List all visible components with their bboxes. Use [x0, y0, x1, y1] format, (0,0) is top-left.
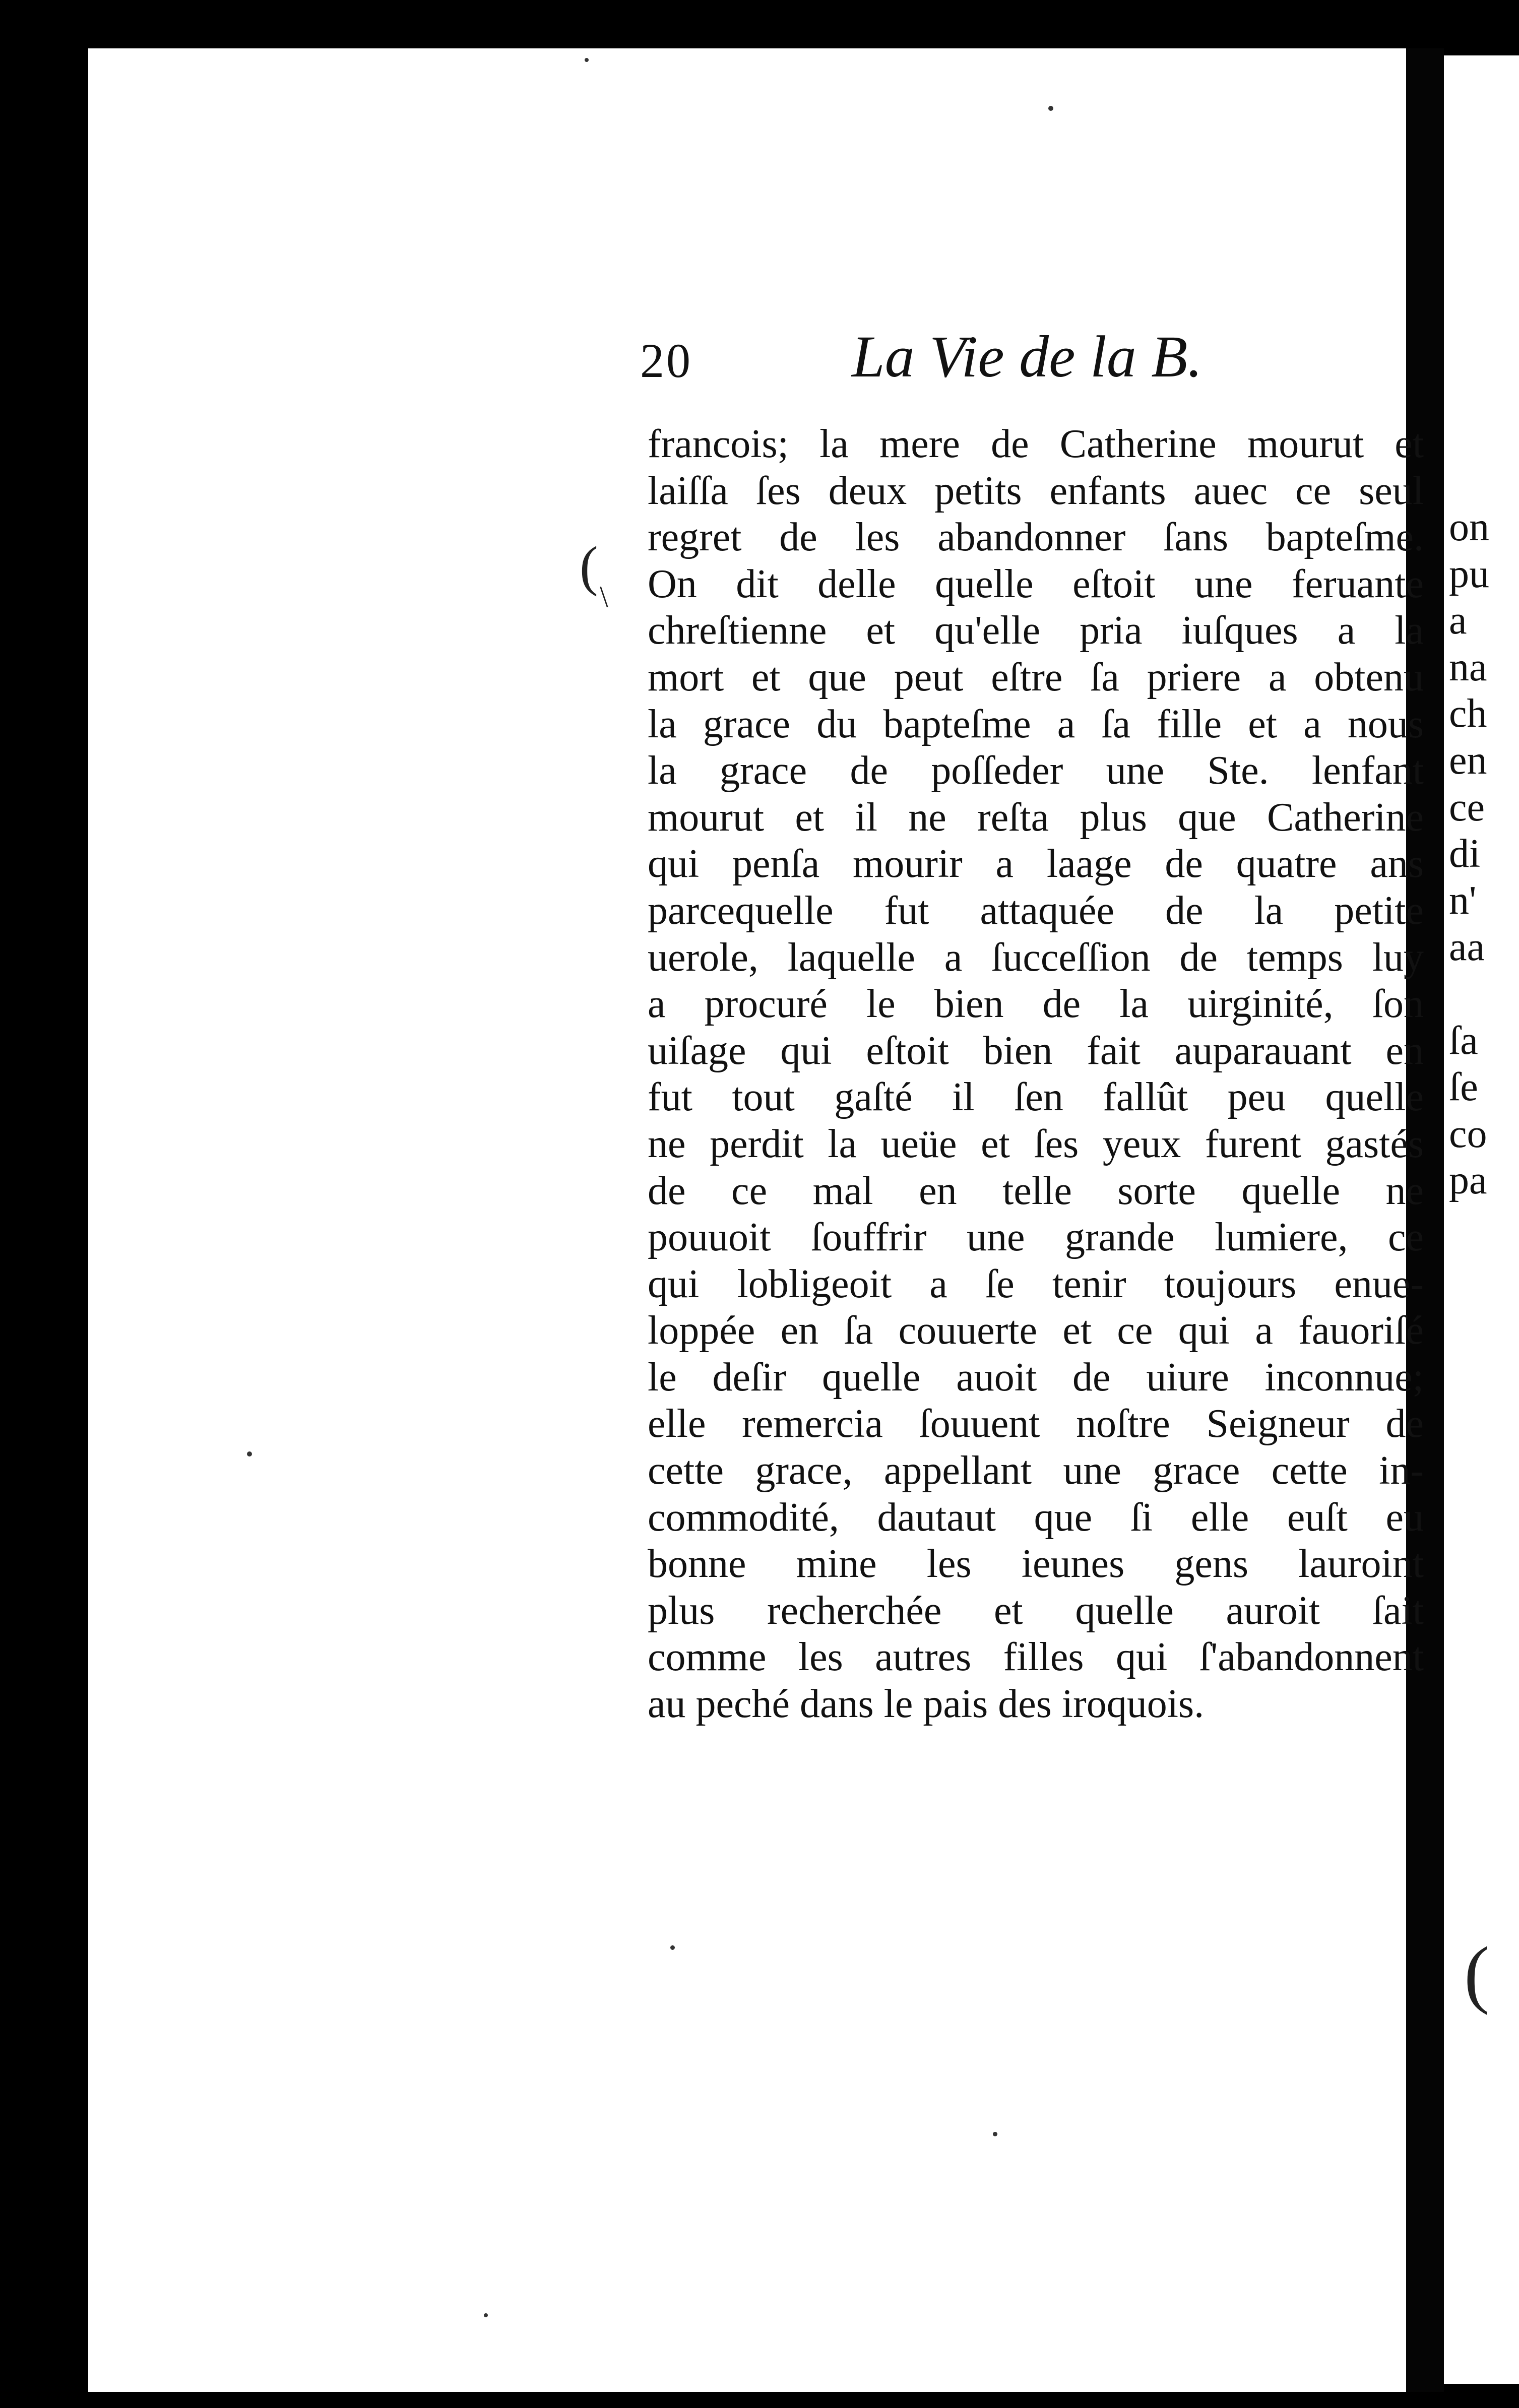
- text-line: mort et que peut eſtre ſa priere a obtenu: [648, 655, 1424, 700]
- text-line: elle remercia ſouuent noſtre Seigneur de: [648, 1402, 1424, 1446]
- adjacent-page-fragment: na: [1449, 645, 1487, 689]
- adjacent-page-fragment: n': [1449, 878, 1477, 923]
- text-line: cette grace, appellant une grace cette in-: [648, 1448, 1424, 1493]
- text-line: loppée en ſa couuerte et ce qui a fauoriſé: [648, 1308, 1424, 1353]
- text-line: qui lobligeoit a ſe tenir toujours enue-: [648, 1261, 1424, 1306]
- adjacent-page-fragment: co: [1449, 1111, 1487, 1156]
- adjacent-page-fragment: di: [1449, 832, 1481, 876]
- speck: [585, 58, 589, 62]
- adjacent-page-fragment: aa: [1449, 925, 1485, 970]
- adjacent-page-fragment: pu: [1449, 551, 1489, 596]
- text-line: comme les autres filles qui ſ'abandonnent: [648, 1635, 1424, 1680]
- text-line: la grace du bapteſme a ſa fille et a nous: [648, 702, 1424, 746]
- speck: [1048, 106, 1053, 111]
- adjacent-page-bracket: (: [1464, 1932, 1489, 2015]
- margin-backslash-mark: \: [600, 580, 608, 613]
- speck: [670, 1945, 675, 1950]
- text-line: la grace de poſſeder une Ste. lenfant: [648, 748, 1424, 793]
- text-line: On dit delle quelle eſtoit une feruante: [648, 561, 1424, 606]
- text-line: plus recherchée et quelle auroit ſait: [648, 1588, 1424, 1633]
- page-header: [640, 323, 1436, 398]
- text-line: bonne mine les ieunes gens lauroint: [648, 1542, 1424, 1587]
- adjacent-page-fragment: on: [1449, 505, 1489, 549]
- text-line: fut tout gaſté il ſen fallût peu quelle: [648, 1075, 1424, 1120]
- text-line: le deſir quelle auoit de uiure inconnue;: [648, 1355, 1424, 1400]
- speck: [993, 2132, 997, 2136]
- margin-paren-mark: (: [580, 535, 598, 597]
- text-line: commodité, dautaut que ſi elle euſt eu: [648, 1495, 1424, 1540]
- text-line: mourut et il ne reſta plus que Catherine: [648, 795, 1424, 840]
- fragment-gap: [1449, 971, 1489, 1018]
- text-line: au peché dans le pais des iroquois.: [648, 1682, 1205, 1727]
- speck: [484, 2313, 488, 2317]
- adjacent-page-fragment: a: [1449, 598, 1467, 643]
- text-line: uerole, laquelle a ſucceſſion de temps luy: [648, 935, 1424, 980]
- adjacent-page-fragment: ſe: [1449, 1065, 1478, 1110]
- adjacent-page-fragment: ch: [1449, 691, 1487, 736]
- text-line: chreſtienne et qu'elle pria iuſques a la: [648, 608, 1424, 653]
- text-line: regret de les abandonner ſans bapteſme.: [648, 515, 1424, 560]
- text-line: ne perdit la ueüe et ſes yeux furent gastés: [648, 1121, 1424, 1166]
- text-line: a procuré le bien de la uirginité, ſon: [648, 982, 1424, 1027]
- text-line: qui penſa mourir a laage de quatre ans: [648, 842, 1424, 886]
- adjacent-page-fragment: pa: [1449, 1158, 1487, 1203]
- text-line: laiſſa ſes deux petits enfants auec ce seul: [648, 468, 1424, 513]
- adjacent-page-fragment: en: [1449, 738, 1487, 783]
- text-line: francois; la mere de Catherine mourut et: [648, 422, 1424, 466]
- speck: [247, 1451, 252, 1456]
- adjacent-page-fragments: [1449, 504, 1489, 1204]
- text-line: de ce mal en telle sorte quelle ne: [648, 1168, 1424, 1213]
- body-text: [648, 421, 1424, 1728]
- text-line: uiſage qui eſtoit bien fait auparauant en: [648, 1028, 1424, 1073]
- running-title: La Vie de la B.: [852, 324, 1202, 390]
- adjacent-page: [1444, 55, 1519, 2384]
- adjacent-page-fragment: ce: [1449, 785, 1485, 830]
- text-line: parcequelle fut attaquée de la petite: [648, 888, 1424, 933]
- page-number: 20: [640, 334, 692, 388]
- text-line: pouuoit ſouffrir une grande lumiere, ce: [648, 1215, 1424, 1260]
- adjacent-page-fragment: ſa: [1449, 1018, 1478, 1063]
